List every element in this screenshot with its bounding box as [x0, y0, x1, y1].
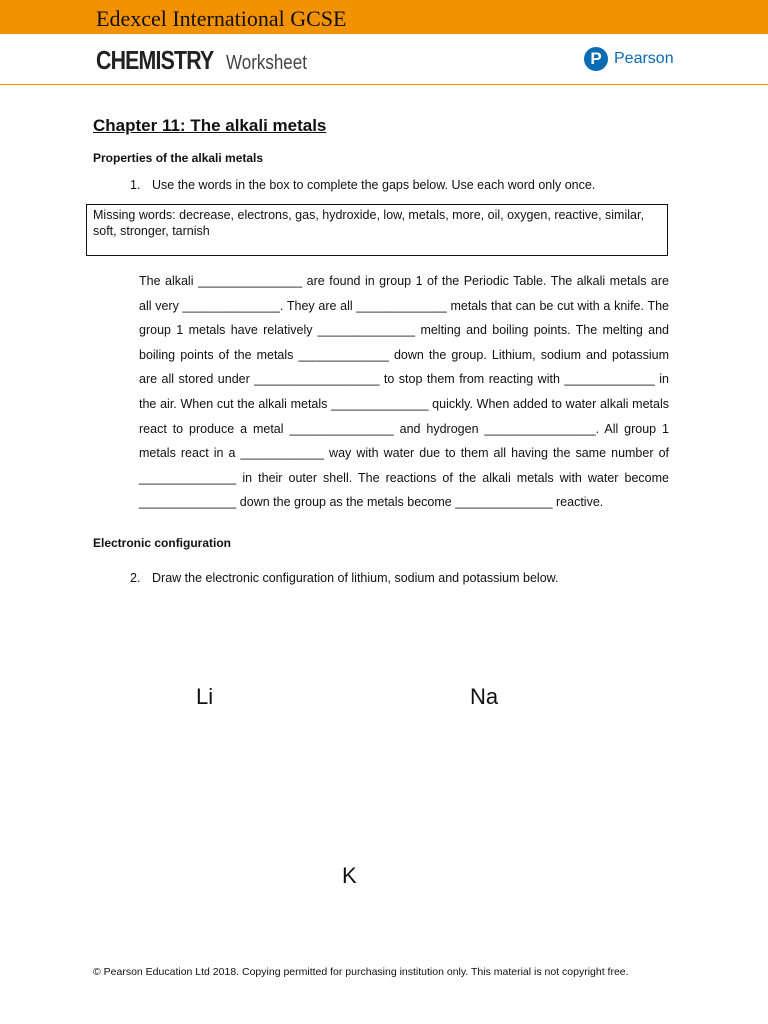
question-text: Use the words in the box to complete the gaps below. Use each word only once.: [152, 178, 596, 192]
question-1: [130, 178, 595, 192]
pearson-logo: [584, 47, 674, 71]
subheader: [0, 34, 768, 85]
element-label-k: K: [342, 863, 357, 888]
element-label-na: Na: [470, 684, 499, 709]
pearson-logo-icon: P: [584, 47, 608, 71]
doc-type: Worksheet: [225, 52, 307, 74]
missing-words-box: Missing words: decrease, electrons, gas, hydroxide, low, metals, more, oil, oxygen, reactive, similar, soft, stronger, tarnish: [86, 204, 668, 256]
section-heading-properties: Properties of the alkali metals: [93, 151, 264, 165]
subject-title: [96, 45, 321, 76]
question-number: 1.: [130, 178, 141, 192]
section-heading-electronic: Electronic configuration: [93, 536, 232, 550]
header-bar: [0, 0, 768, 34]
element-label-li: Li: [196, 684, 214, 709]
pearson-logo-text: Pearson: [614, 50, 674, 67]
brand-title: Edexcel International GCSE: [96, 6, 347, 31]
question-number: 2.: [130, 571, 141, 585]
question-2: [130, 571, 558, 585]
question-text: Draw the electronic configuration of lithium, sodium and potassium below.: [152, 571, 559, 585]
gap-fill-paragraph: The alkali _______________ are found in group 1 of the Periodic Table. The alkali metals are all very ______________. They are all _____________ metals that can be cut with a knife. The group 1 metals have relatively ______________ melting and boiling points. The melting and boiling points of the metals _____________ down the group. Lithium, sodium and potassium are all stored under __________________ to stop them from reacting with _____________ in the air. When cut the alkali metals ______________ quickly. When added to water alkali metals react to produce a metal _______________ and hydrogen ________________. All group 1 metals react in a ____________ way with water due to them all having the same number of ______________ in their outer shell. The reactions of the alkali metals with water become ______________ down the group as the metals become ______________ reactive.: [139, 274, 669, 510]
subject-name: CHEMISTRY: [96, 45, 214, 75]
copyright-footer: © Pearson Education Ltd 2018. Copying permitted for purchasing institution only. This material is not copyright free.: [93, 966, 629, 978]
chapter-title: Chapter 11: The alkali metals: [93, 116, 327, 135]
